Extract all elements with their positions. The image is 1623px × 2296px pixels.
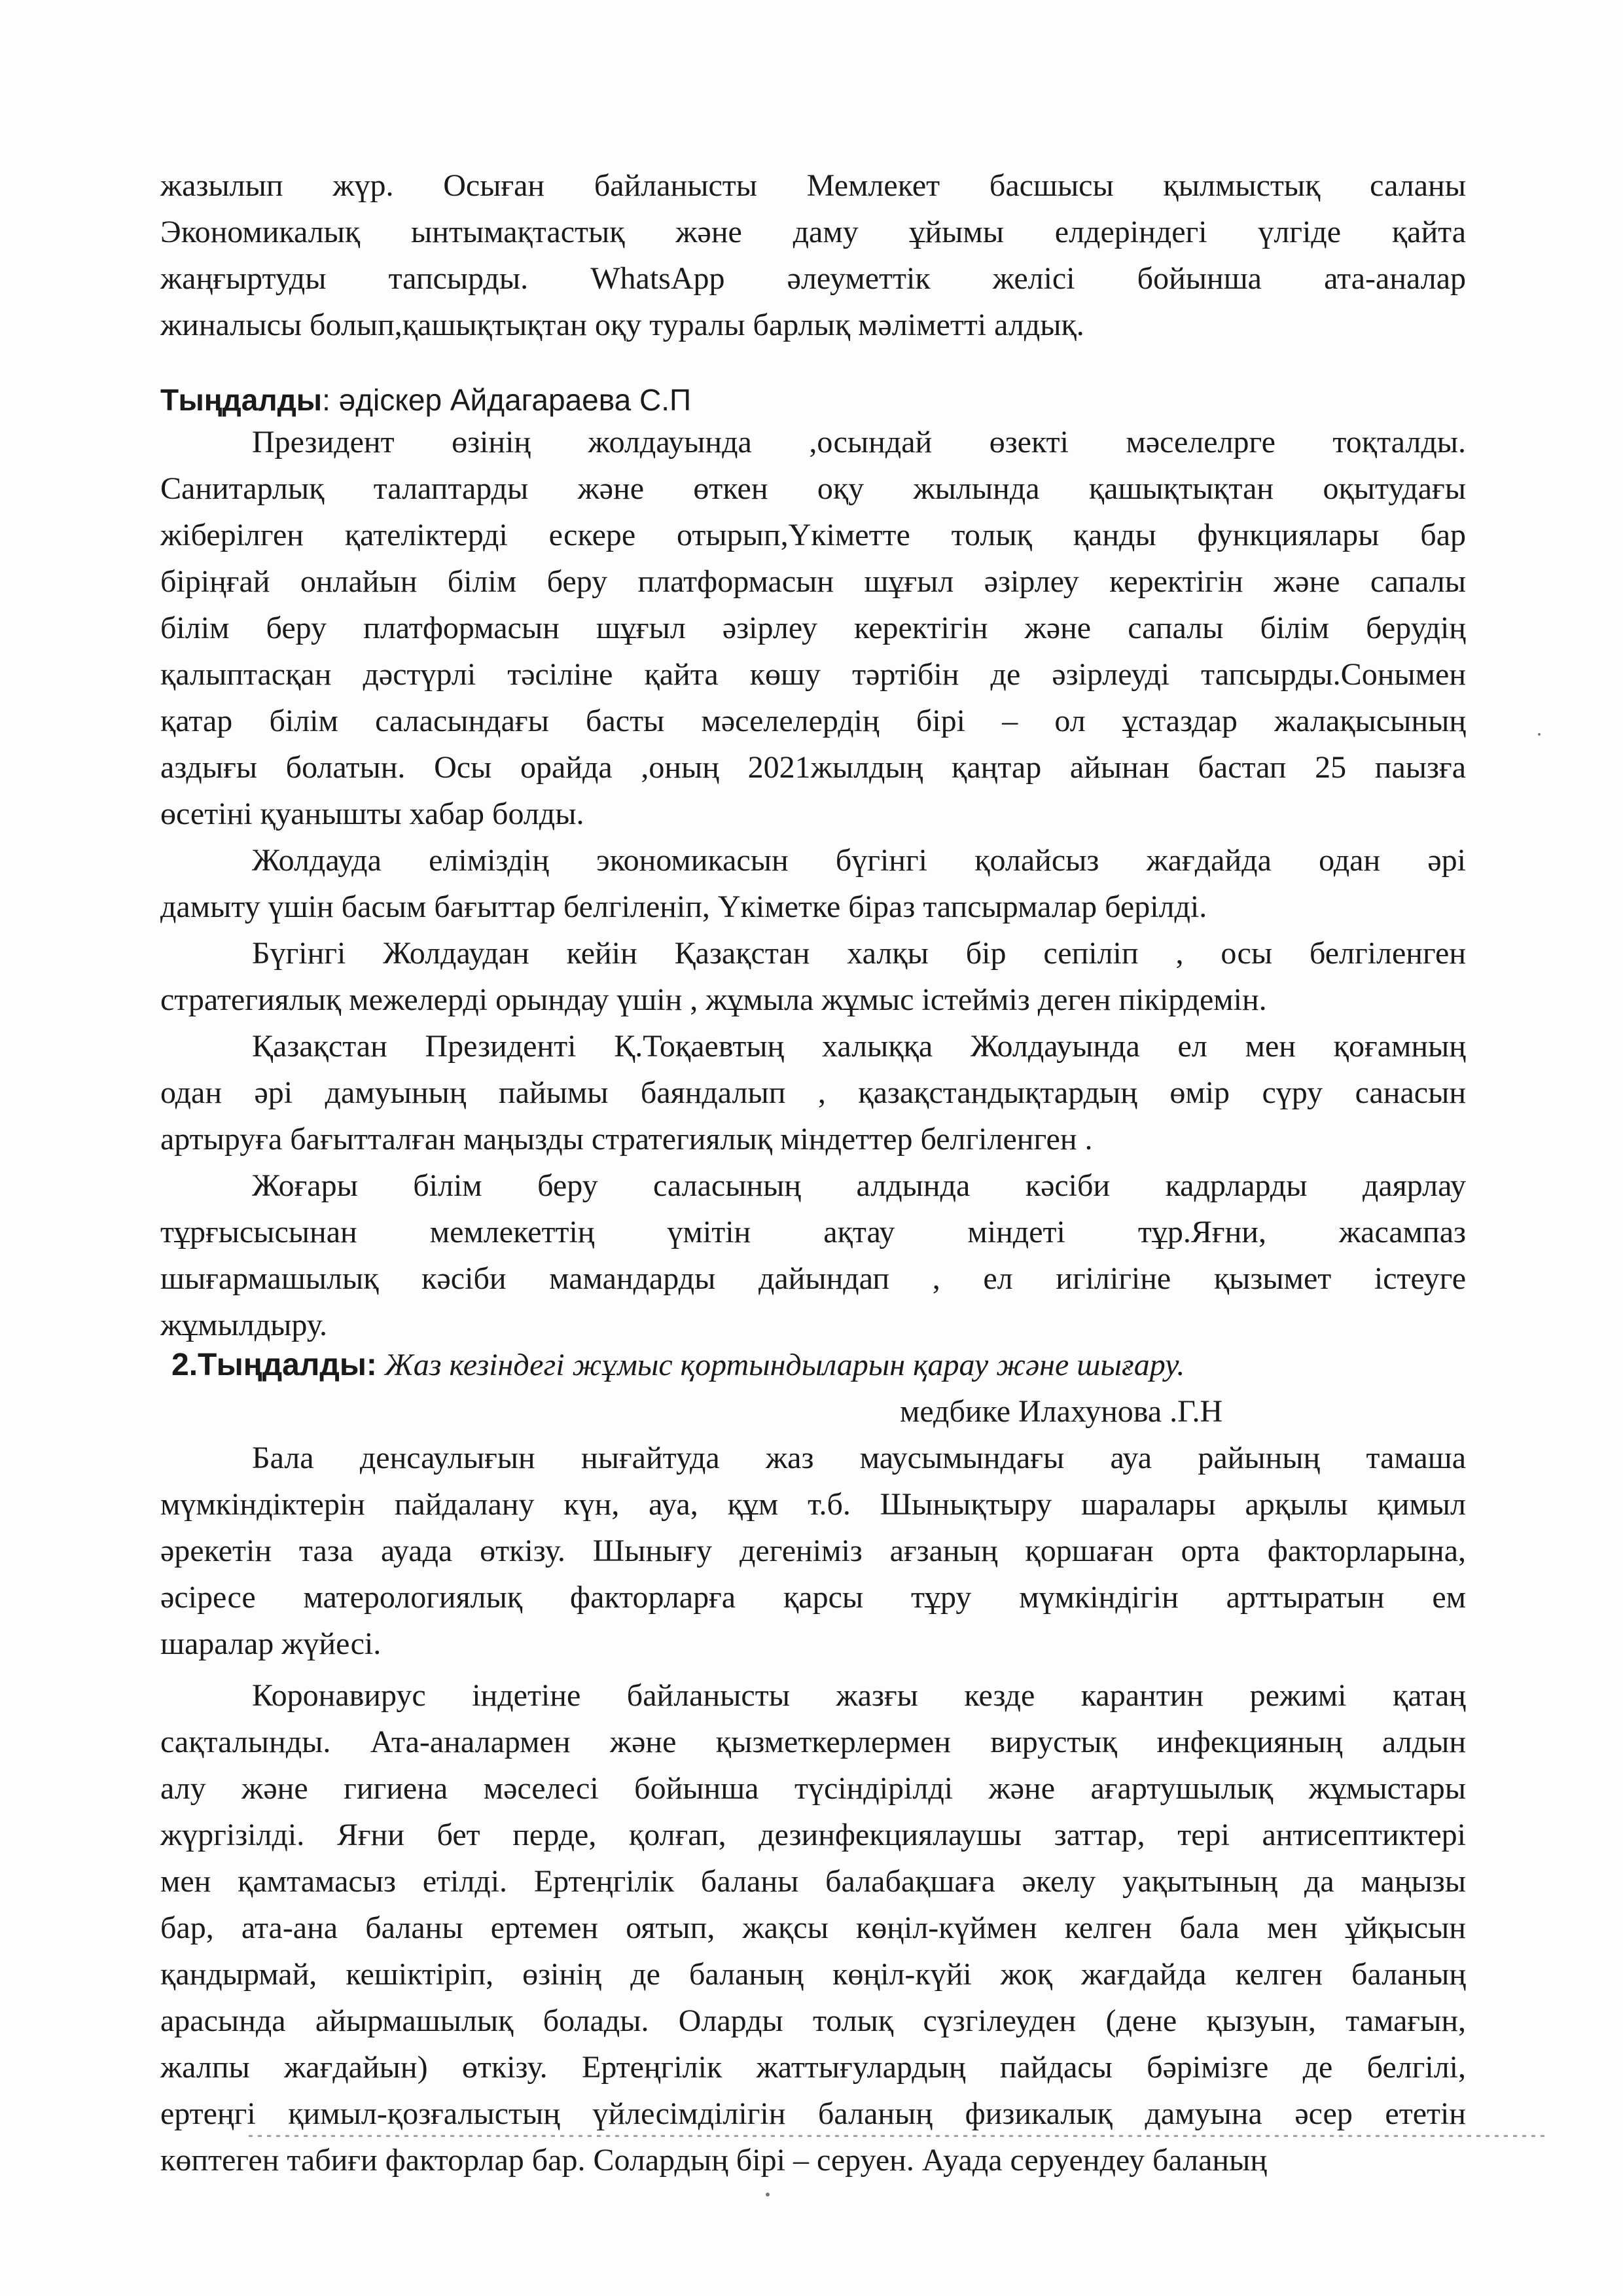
section2-author: медбике Илахунова .Г.Н (900, 1394, 1223, 1429)
text-line: Жолдауда еліміздің экономикасын бүгінгі қолайсыз жағдайда одан әрі (252, 843, 1466, 878)
text-line: Бала денсаулығын нығайтуда жаз маусымындағы ауа райының тамаша (252, 1441, 1466, 1475)
text-line: тұрғысысынан мемлекеттің үмітін ақтау міндеті тұр.Яғни, жасампаз (160, 1215, 1466, 1249)
text-line: Президент өзінің жолдауында ,осындай өзекті мәселелрге тоқталды. (252, 425, 1466, 459)
scan-artifact-line (249, 2135, 1544, 2137)
text-line: қатар білім саласындағы басты мәселелердің бірі – ол ұстаздар жалақысының (160, 704, 1466, 738)
text-line: стратегиялық межелерді орындау үшін , жұмыла жұмыс істейміз деген пікірдемін. (160, 982, 1267, 1017)
section2-body (160, 1435, 1466, 2183)
scan-speck (1538, 733, 1541, 736)
section1-paragraph (160, 419, 1466, 837)
section1-heading-label: Тыңдалды (160, 383, 323, 417)
text-line: арасында айырмашылық болады. Оларды толық сүзгілеуден (дене қызуын, тамағын, (160, 2003, 1466, 2038)
section2-paragraph (160, 1435, 1466, 1667)
text-line: артыруға бағытталған маңызды стратегиялық міндеттер белгіленген . (160, 1122, 1093, 1157)
section2-heading-topic: Жаз кезіндегі жұмыс қортындыларын қарау және шығару. (376, 1348, 1185, 1382)
text-line: қалыптасқан дәстүрлі тәсіліне қайта көшу тәртібін де әзірлеуді тапсырды.Сонымен (160, 657, 1466, 692)
text-line: жіберілген қателіктерді ескере отырып,Үкіметте толық қанды функциялары бар (160, 518, 1466, 552)
section1-paragraph (160, 1162, 1466, 1348)
text-line: Экономикалық ынтымақтастық және даму ұйымы елдеріндегі үлгіде қайта (160, 215, 1466, 249)
text-line: дамыту үшін басым бағыттар белгіленіп, Үкіметке біраз тапсырмалар берілді. (160, 889, 1207, 924)
text-line: жаңғыртуды тапсырды. WhatsApp әлеуметтік желісі бойынша ата-аналар (160, 261, 1466, 296)
text-line: Бүгінгі Жолдаудан кейін Қазақстан халқы бір сепіліп , осы белгіленген (252, 936, 1466, 971)
text-line: шығармашылық кәсіби мамандарды дайындап , ел игілігіне қызымет істеуге (160, 1261, 1466, 1296)
text-line: жалпы жағдайын) өткізу. Ертеңгілік жаттығулардың пайдасы бәрімізге де белгілі, (160, 2050, 1466, 2085)
text-line: мен қамтамасыз етілді. Ертеңгілік баланы балабақшаға әкелу уақытының да маңызы (160, 1864, 1466, 1899)
text-line: Коронавирус індетіне байланысты жазғы кезде карантин режимі қатаң (252, 1678, 1466, 1713)
text-line: сақталынды. Ата-аналармен және қызметкерлермен вирустық инфекцияның алдын (160, 1725, 1466, 1759)
section1-heading-speaker: : әдіскер Айдагараева С.П (322, 383, 692, 417)
section1-heading (160, 377, 1466, 423)
text-line: Жоғары білім беру саласының алдында кәсіби кадрларды даярлау (252, 1168, 1466, 1203)
text-line: мүмкіндіктерін пайдалану күн, ауа, құм т.б. Шынықтыру шаралары арқылы қимыл (160, 1487, 1466, 1522)
text-line: Қазақстан Президенті Қ.Тоқаевтың халыққа Жолдауында ел мен қоғамның (252, 1029, 1466, 1064)
section1-paragraph (160, 930, 1466, 1023)
text-line: Санитарлық талаптарды және өткен оқу жылында қашықтықтан оқытудағы (160, 471, 1466, 506)
text-line: алу және гигиена мәселесі бойынша түсіндірілді және ағартушылық жұмыстары (160, 1771, 1466, 1806)
text-line: көптеген табиғи факторлар бар. Солардың бірі – серуен. Ауада серуендеу баланың (160, 2143, 1268, 2178)
section1-paragraph (160, 1023, 1466, 1162)
text-line: одан әрі дамуының пайымы баяндалып , қазақстандықтардың өмір сүру санасын (160, 1075, 1466, 1110)
text-line: жиналысы болып,қашықтықтан оқу туралы барлық мәліметті алдық. (160, 308, 1084, 342)
text-line: әсіресе матерологиялық факторларға қарсы тұру мүмкіндігін арттыратын ем (160, 1580, 1466, 1615)
text-line: ертеңгі қимыл-қозғалыстың үйлесімділігін баланың физикалық дамуына әсер ететін (160, 2096, 1466, 2131)
text-line: шаралар жүйесі. (160, 1626, 382, 1661)
text-line: қандырмай, кешіктіріп, өзінің де баланың көңіл-күйі жоқ жағдайда келген баланың (160, 1957, 1466, 1992)
section2-heading-label: 2.Тыңдалды: (171, 1348, 377, 1382)
text-line: бар, ата-ана баланы ертемен оятып, жақсы көңіл-күймен келген бала мен ұйқысын (160, 1910, 1466, 1945)
text-line: біріңғай онлайын білім беру платформасын шұғыл әзірлеу керектігін және сапалы (160, 564, 1466, 599)
section2-author-row (160, 1388, 1466, 1435)
intro-paragraph (160, 162, 1466, 348)
text-line: жүргізілді. Яғни бет перде, қолғап, дезинфекциялаушы заттар, тері антисептиктері (160, 1818, 1466, 1852)
scan-speck (766, 2193, 770, 2197)
section2-heading (171, 1342, 1477, 1388)
section2-paragraph (160, 1672, 1466, 2183)
text-line: жұмылдыру. (160, 1308, 327, 1342)
text-line: әрекетін таза ауада өткізу. Шынығу дегеніміз ағзаның қоршаған орта факторларына, (160, 1534, 1466, 1568)
text-line: жазылып жүр. Осыған байланысты Мемлекет басшысы қылмыстық саланы (160, 168, 1466, 203)
section1-paragraph (160, 837, 1466, 930)
text-line: аздығы болатын. Осы орайда ,оның 2021жылдың қаңтар айынан бастап 25 паызға (160, 750, 1466, 785)
text-line: білім беру платформасын шұғыл әзірлеу керектігін және сапалы білім берудің (160, 611, 1466, 645)
section1-body (160, 419, 1466, 1348)
text-line: өсетіні қуанышты хабар болды. (160, 797, 584, 831)
